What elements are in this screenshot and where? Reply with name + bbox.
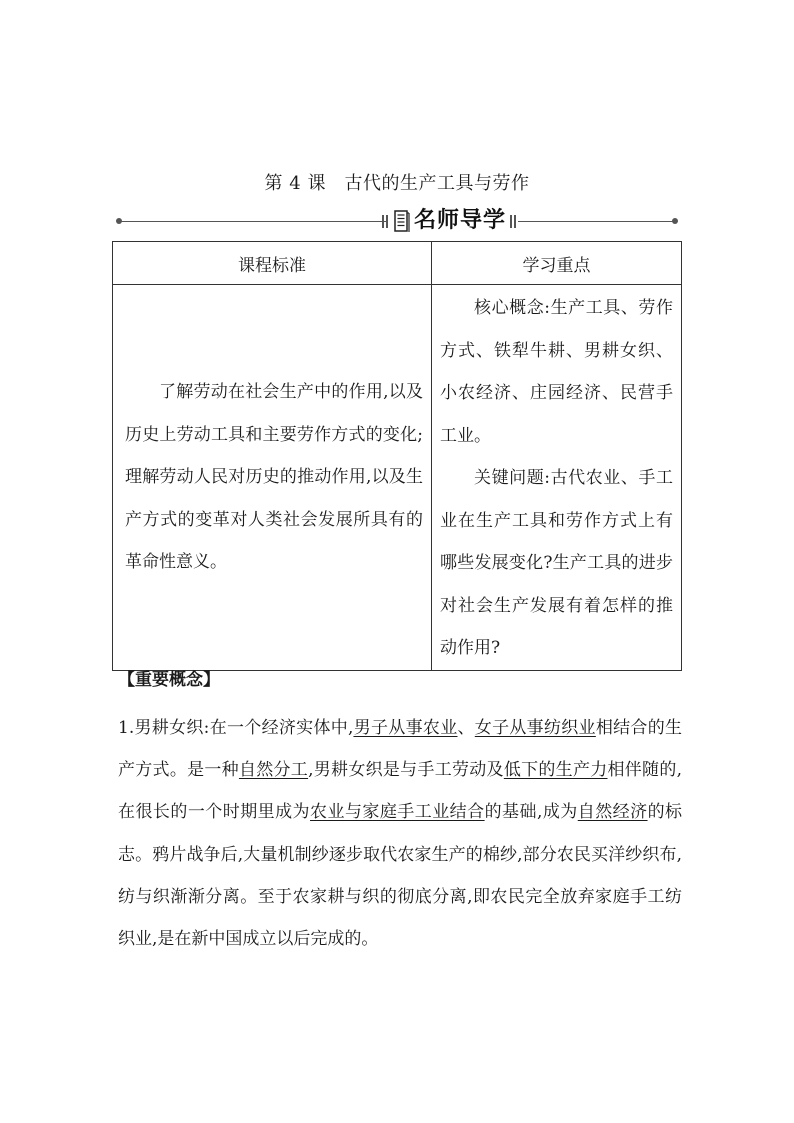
banner-title: 名师导学 xyxy=(414,208,507,233)
section-banner xyxy=(112,207,682,237)
key-question-text: 关键问题:古代农业、手工业在生产工具和劳作方式上有哪些发展变化?生产工具的进步对社会生产发展有着怎样的推动作用? xyxy=(440,468,673,658)
concept-text: 的基础,成为 xyxy=(484,802,578,823)
concept-paragraph xyxy=(118,707,682,960)
learning-focus-cell xyxy=(432,285,682,671)
key-term: 男子从事农业 xyxy=(353,718,458,738)
banner-tick-left-2 xyxy=(386,215,388,228)
header-curriculum-standard: 课程标准 xyxy=(113,242,432,285)
key-term: 农业与家庭手工业结合 xyxy=(310,802,485,823)
table-body-row xyxy=(113,285,682,671)
banner-tick-left xyxy=(382,215,384,228)
table-header-row xyxy=(113,242,682,285)
banner-rule-left xyxy=(120,221,386,222)
concept-text: 的标志。鸦片战争后,大量机制纱逐步取代农家生产的棉纱,部分农民买洋纱织布,纺与织渐渐分离。至于农家耕与织的彻底分离,即农民完全放弃家庭手工纺织业,是在新中国成立以后完成的。 xyxy=(118,802,683,950)
key-term: 女子从事纺织业 xyxy=(474,718,596,738)
banner-tick-right-2 xyxy=(514,215,516,228)
section-heading: 【重要概念】 xyxy=(118,670,220,690)
banner-rule-right xyxy=(518,221,674,222)
banner-dot-right xyxy=(672,218,678,224)
header-learning-focus: 学习重点 xyxy=(432,242,682,285)
concept-text: 、 xyxy=(457,718,475,738)
concept-text: ,男耕女织是与手工劳动及 xyxy=(308,760,504,781)
core-concepts-text: 核心概念:生产工具、劳作方式、铁犁牛耕、男耕女织、小农经济、庄园经济、民营手工业。 xyxy=(440,298,673,446)
concept-text: 1.男耕女织:在一个经济实体中, xyxy=(118,718,354,738)
concept-text: 相结合的生产方式。是一种 xyxy=(118,718,683,781)
concept-text: 相伴随的,在很长的一个时期里成为 xyxy=(118,760,683,823)
banner-tick-right xyxy=(510,215,512,228)
key-term: 低下的生产力 xyxy=(503,760,608,781)
curriculum-standard-text: 了解劳动在社会生产中的作用,以及历史上劳动工具和主要劳作方式的变化;理解劳动人民对历史的推动作用,以及生产方式的变革对人类社会发展所具有的革命性意义。 xyxy=(113,285,432,671)
key-term: 自然分工 xyxy=(238,760,309,781)
curriculum-table xyxy=(112,241,682,671)
book-icon xyxy=(393,210,411,233)
key-term: 自然经济 xyxy=(577,802,648,823)
lesson-title: 第 4 课 古代的生产工具与劳作 xyxy=(264,173,530,194)
